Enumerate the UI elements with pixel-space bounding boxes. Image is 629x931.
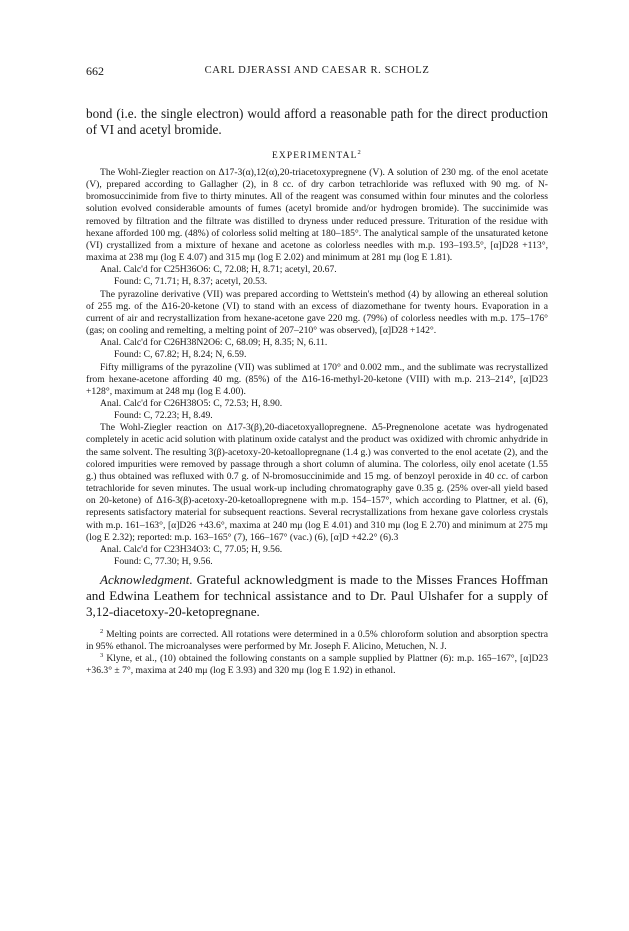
footnotes (86, 629, 548, 677)
paragraph-wohl-ziegler-allopregnene: The Wohl-Ziegler reaction on Δ17-3(β),20-diacetoxyallopregnene. Δ5-Pregnenolone acetate was hydrogenated completely in acetic acid solution with platinum oxide catalyst and the product was oxidized with chromic anhydride in the same solvent. The resulting 3(β)-acetoxy-20-ketoallopregnane (1.4 g.) was converted to the enol acetate (2), and the colored impurities were removed by passage through a short column of alumina. The colorless, oily enol acetate (1.55 g.) thus obtained was refluxed with 0.7 g. of N-bromosuccinimide and 15 mg. of benzoyl peroxide in 40 cc. of carbon tetrachloride for seven minutes. The usual work-up including chromatography gave 0.35 g. (25% over-all yield based on 20-ketone) of Δ16-3(β)-acetoxy-20-ketoallopregnene with m.p. 154–157°, which according to Plattner, et al. (6), represents satisfactory material for subsequent reactions. Several recrystallizations from hexane gave colorless crystals with m.p. 161–163°, [α]D26 +43.6°, maxima at 240 mμ (log E 4.01) and 310 mμ (log E 2.70) and minimum at 275 mμ (log E 2.32); reported: m.p. 163–165° (7), 166–167° (vac.) (6), [α]D +42.2° (6).3 (86, 422, 548, 543)
analysis-calc-2: Anal. Calc'd for C26H38N2O6: C, 68.09; H, 8.35; N, 6.11. (100, 337, 328, 349)
paper-page (86, 64, 548, 678)
analysis-found-2: Found: C, 67.82; H, 8.24; N, 6.59. (114, 349, 247, 361)
page-header (86, 64, 548, 80)
footnote-3: $^3$ Klyne, et al., (10) obtained the following constants on a sample supplied by Plattner (6): m.p. 165–167°, [α]D23 +36.3° ± 7°, maxima at 240 mμ (log E 3.93) and 320 mμ (log E 1.92) in ethanol. (86, 652, 548, 677)
analysis-calc-4: Anal. Calc'd for C23H34O3: C, 77.05; H, 9.56. (100, 543, 283, 555)
footnote-2: $^2$ Melting points are corrected. All rotations were determined in a 0.5% chloroform solution and absorption spectra in 95% ethanol. The microanalyses were performed by Mr. Joseph F. Alicino, Metuchen, N. J. (86, 627, 548, 653)
paragraph-sublimation: Fifty milligrams of the pyrazoline (VII) was sublimed at 170° and 0.002 mm., and the sublimate was recrystallized from hexane-acetone affording 40 mg. (85%) of the Δ16-16-methyl-20-ketone (VIII) with m.p. 213–214°, [α]D23 +128°, maximum at 248 mμ (log E 4.00). (86, 361, 548, 397)
section-title: EXPERIMENTAL$^2$ (272, 148, 362, 161)
running-title: CARL DJERASSI AND CAESAR R. SCHOLZ (204, 65, 430, 76)
page-number: 662 (86, 64, 104, 78)
analysis-found-1: Found: C, 71.71; H, 8.37; acetyl, 20.53. (114, 276, 268, 288)
acknowledgment-text: Grateful acknowledgment is made to the Misses Frances Hoffman and Edwina Leathem for technical assistance and to Dr. Paul Ulshafer for a supply of 3,12-diacetoxy-20-ketopregnane. (86, 572, 548, 620)
lead-paragraph: bond (i.e. the single electron) would afford a reasonable path for the direct production of VI and acetyl bromide. (86, 106, 548, 137)
experimental-body (86, 167, 548, 568)
section-footnote-mark: 2 (357, 148, 362, 156)
analysis-calc-3: Anal. Calc'd for C26H38O5: C, 72.53; H, 8.90. (100, 397, 283, 409)
acknowledgment-heading: Acknowledgment. (100, 572, 193, 588)
analysis-found-4: Found: C, 77.30; H, 9.56. (114, 556, 213, 567)
acknowledgment (86, 572, 548, 620)
analysis-calc-1: Anal. Calc'd for C25H36O6: C, 72.08; H, 8.71; acetyl, 20.67. (100, 264, 337, 276)
paragraph-pyrazoline: The pyrazoline derivative (VII) was prepared according to Wettstein's method (4) by allowing an ethereal solution of 255 mg. of the Δ16-20-ketone (VI) to stand with an excess of diazomethane for twenty hours. Evaporation in a current of air and recrystallization from hexane-acetone gave 220 mg. (79%) of colorless needles with m.p. 175–176° (gas; on cooling and remelting, a melting point of 207–210° was observed), [α]D28 +142°. (86, 288, 548, 337)
paragraph-wohl-ziegler-v: The Wohl-Ziegler reaction on Δ17-3(α),12(α),20-triacetoxypregnene (V). A solution of 230 mg. of the enol acetate (V), prepared according to Gallagher (2), in 8 cc. of dry carbon tetrachloride was refluxed with 90 mg. of N-bromosuccinimide from five to thirty minutes. All of the reagent was consumed within four minutes and the colorless solution evolved considerable amounts of fumes (acetyl bromide and/or hydrogen bromide). The succinimide was removed by filtration and the filtrate was distilled to dryness under reduced pressure. Trituration of the residue with hexane afforded 100 mg. (48%) of colorless solid melting at 180–185°. The analytical sample of the unsaturated ketone (VI) crystallized from a mixture of hexane and acetone as colorless needles with m.p. 193–193.5°, [α]D28 +113°, maxima at 238 mμ (log E 4.07) and 315 mμ (log E 2.02) and minimum at 281 mμ (log E 1.81). (86, 167, 548, 264)
analysis-found-3: Found: C, 72.23; H, 8.49. (114, 410, 213, 422)
